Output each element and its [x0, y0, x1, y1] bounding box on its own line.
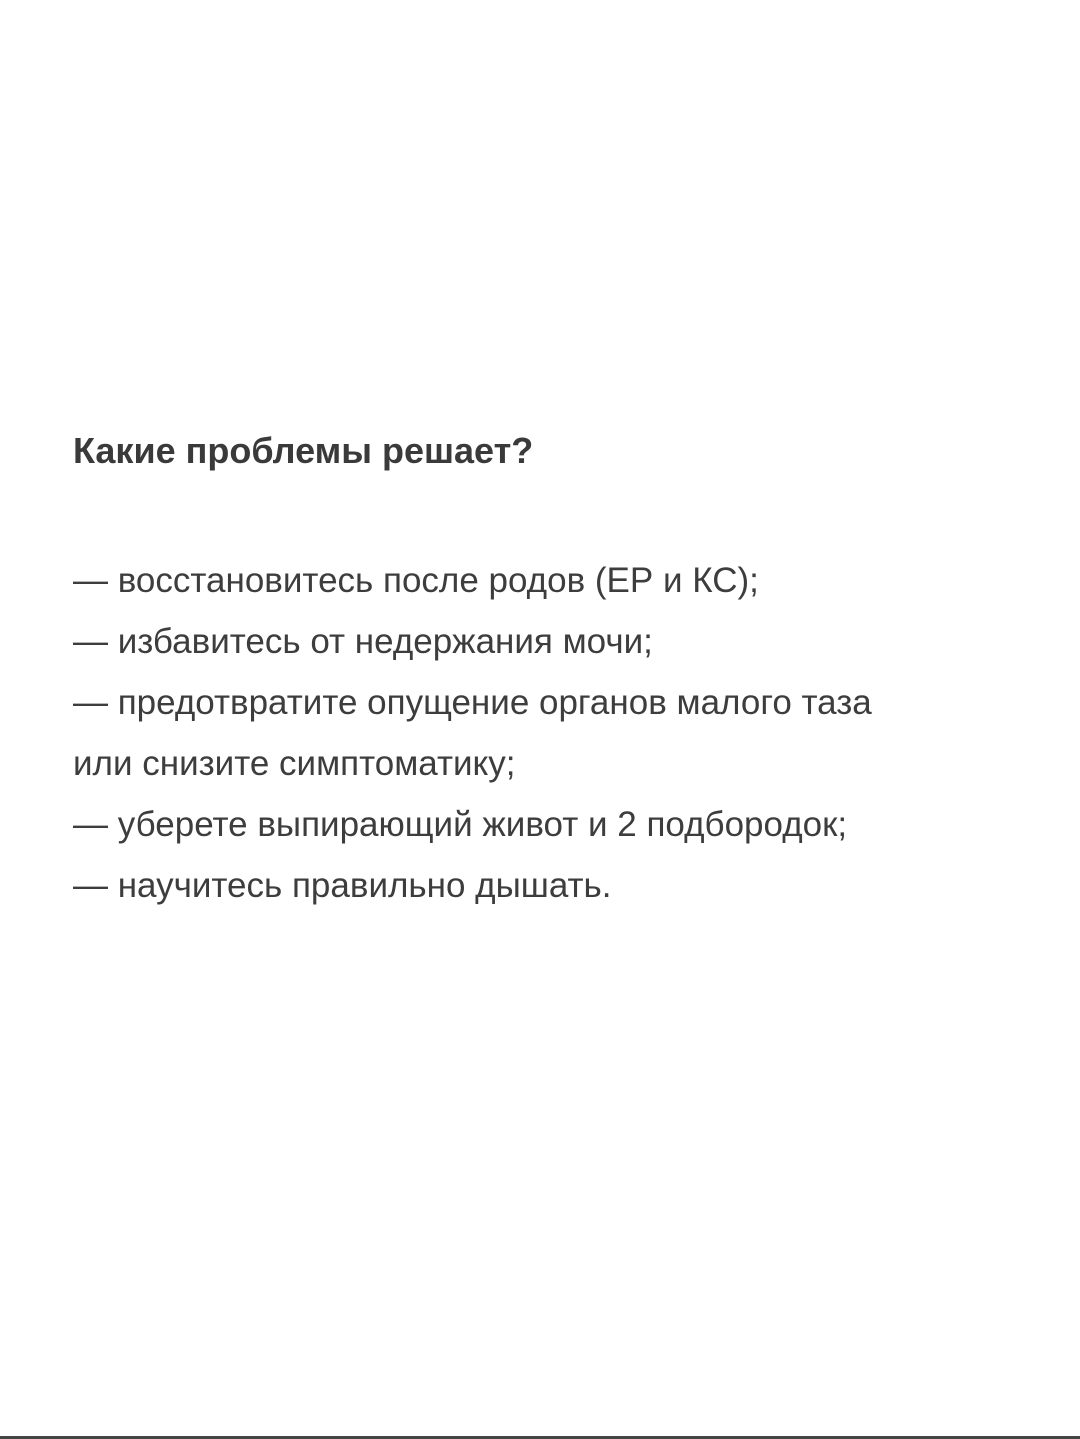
benefit-line: — уберете выпирающий живот и 2 подбородок; [73, 805, 848, 844]
benefits-list [73, 550, 1033, 916]
benefit-line: — научитесь правильно дышать. [73, 866, 612, 905]
benefit-line: — предотвратите опущение органов малого таза [73, 683, 872, 722]
benefit-line: — избавитесь от недержания мочи; [73, 622, 653, 661]
text-block [73, 428, 1033, 916]
benefit-line: — восстановитесь после родов (ЕР и КС); [73, 561, 759, 600]
section-heading: Какие проблемы решает? [73, 430, 534, 471]
benefit-line-continuation: или снизите симптоматику; [73, 744, 516, 783]
